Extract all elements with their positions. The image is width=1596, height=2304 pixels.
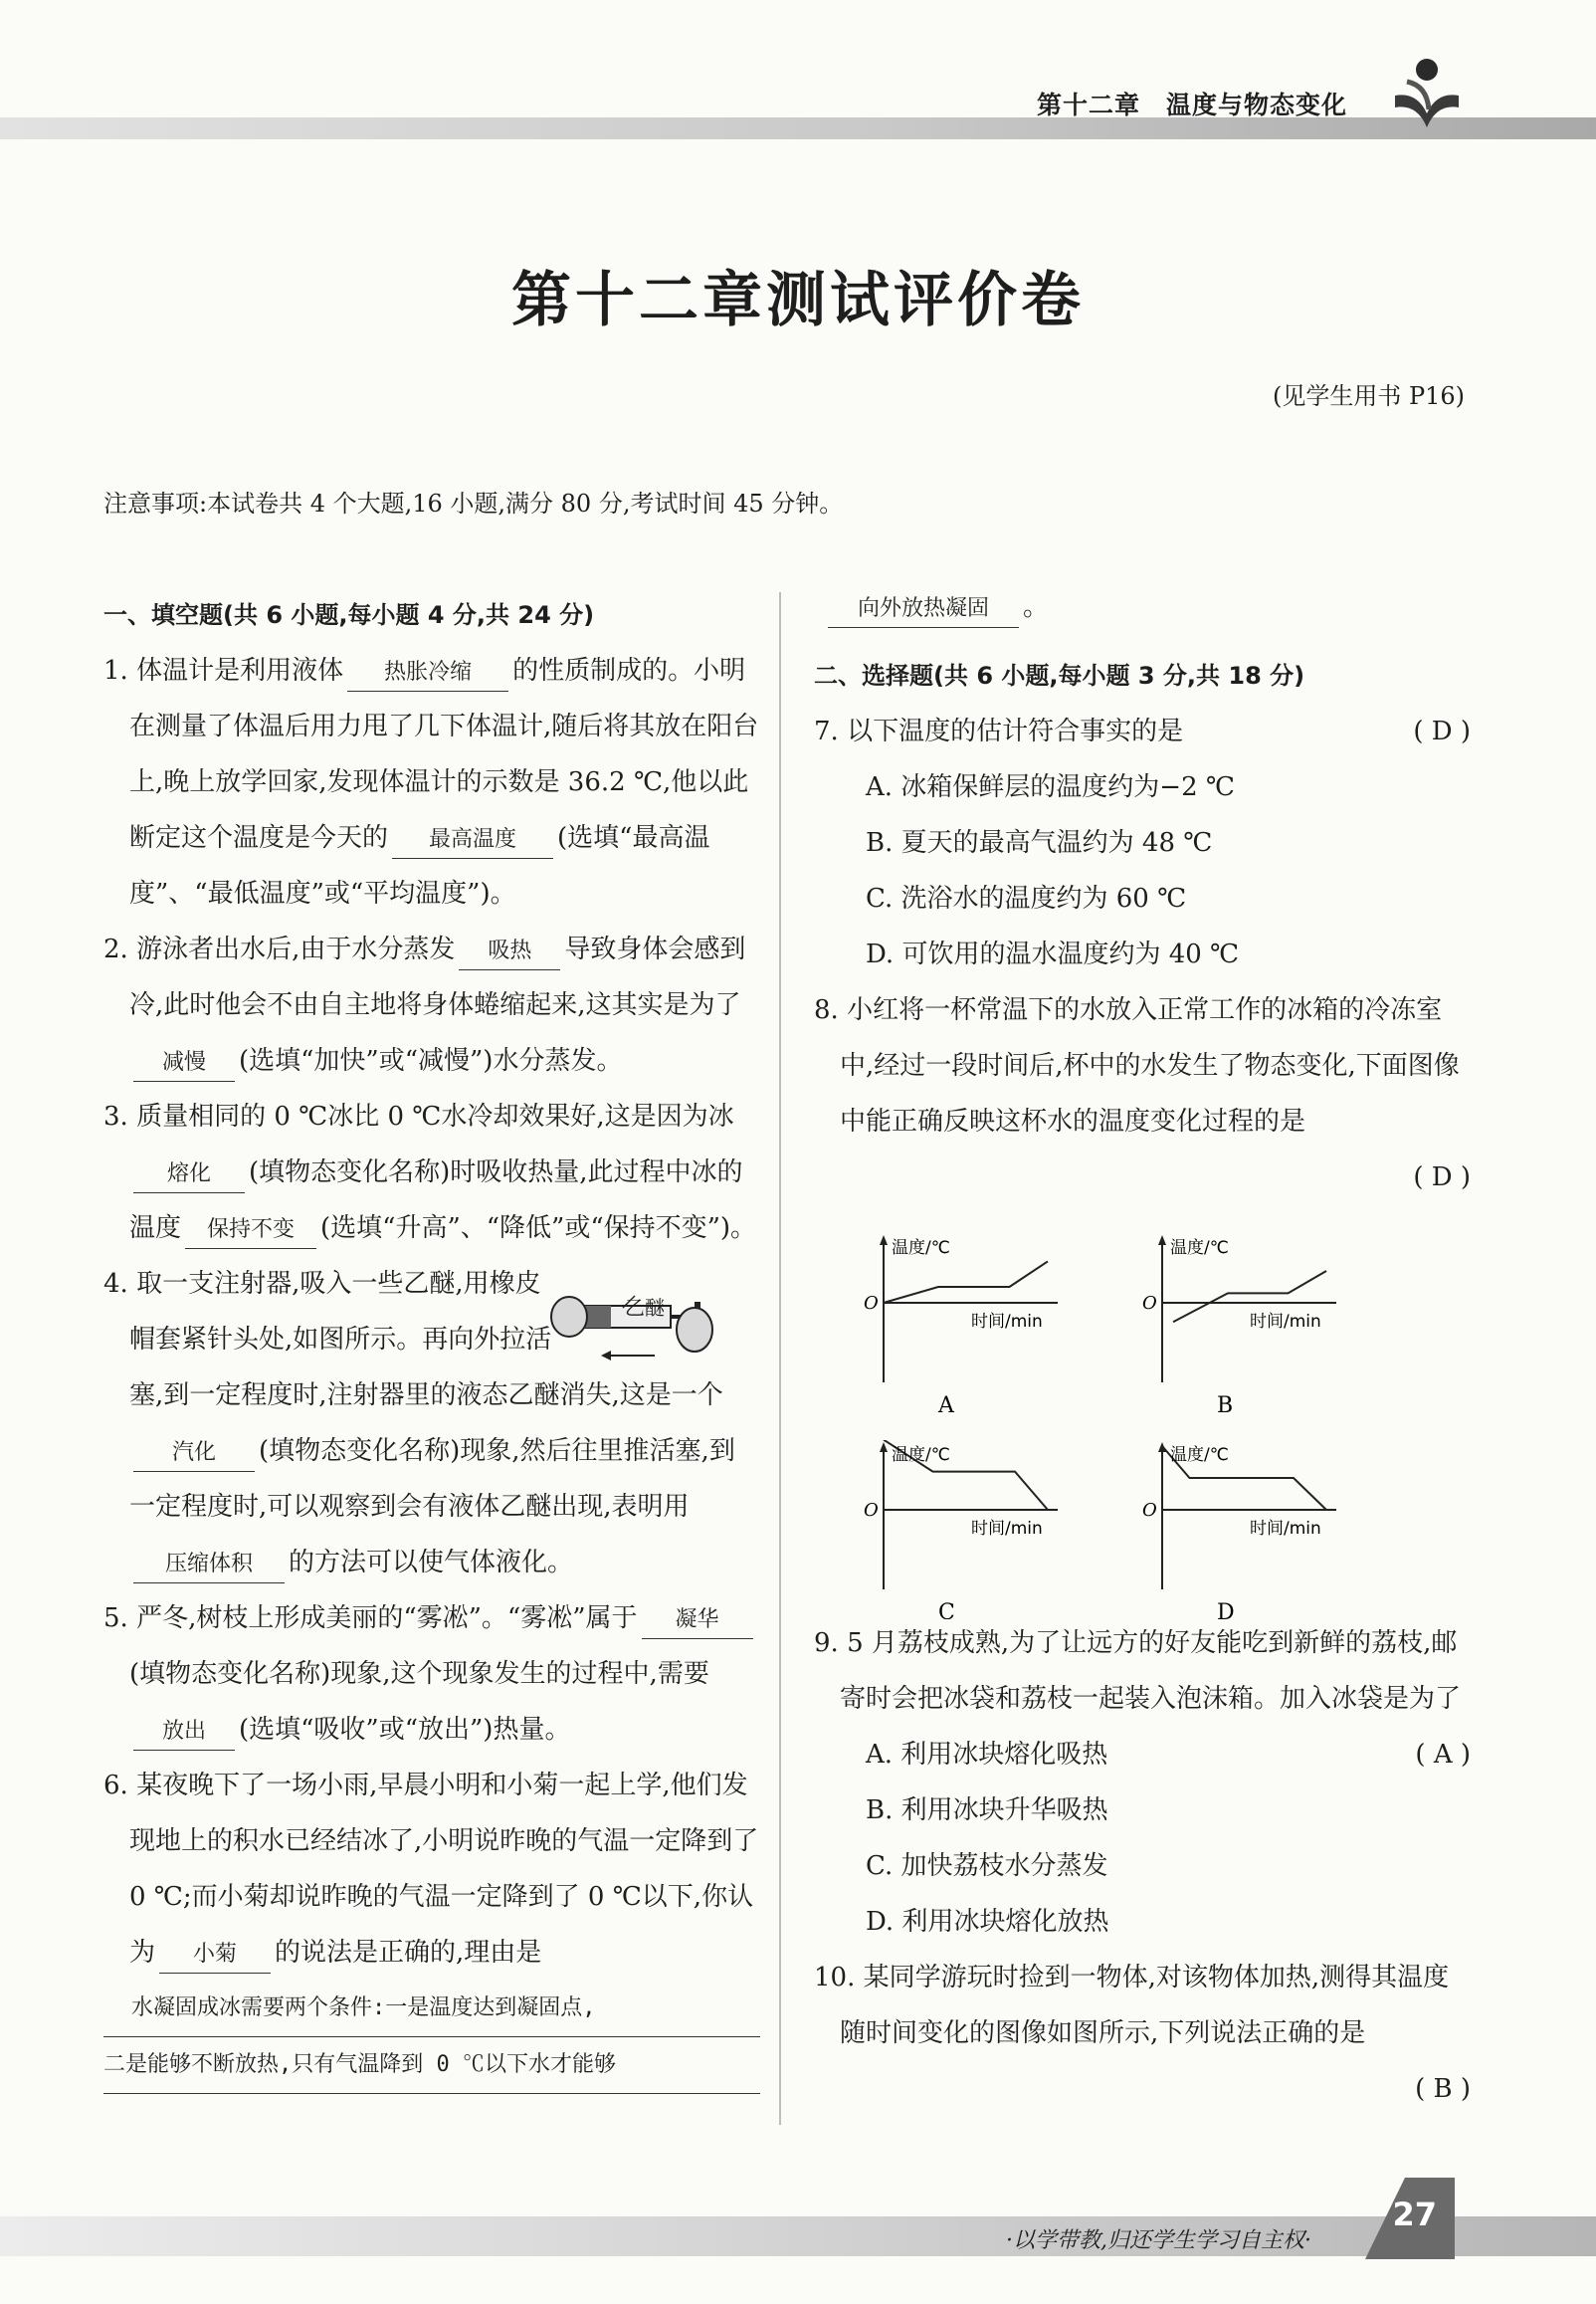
y-axis-label: 温度/℃ (892, 1238, 950, 1258)
q4-figure-label: 乙醚 (625, 1296, 665, 1320)
chart-letter-label: D (1217, 1600, 1235, 1619)
question-5 (103, 1590, 760, 1758)
x-axis-label: 时间/min (971, 1312, 1043, 1332)
q6-text-c: 。 (1023, 592, 1050, 622)
q3-text-b: (填物态变化名称)时吸收热量,此过程中冰的温度 (129, 1157, 743, 1243)
exam-notice: 注意事项:本试卷共 4 个大题,16 小题,满分 80 分,考试时间 45 分钟。 (103, 490, 844, 518)
q1-answer-1: 热胀冷缩 (347, 655, 508, 692)
q6-answer-2-line3: 向外放热凝固 (828, 591, 1019, 628)
chart-svg-C (864, 1440, 1102, 1619)
q5-text-c: (选填“吸收”或“放出”)热量。 (239, 1715, 571, 1745)
q1-text-c: (选填“最高温度”、“最低温度”或“平均温度”)。 (129, 823, 710, 909)
book-logo-icon (1387, 52, 1467, 141)
chart-b (1142, 1233, 1381, 1412)
q9-option-d: D. 利用冰块熔化放热 (866, 1907, 1109, 1937)
q7-option-a: A. 冰箱保鲜层的温度约为−2 ℃ (866, 772, 1235, 802)
q9-option-a: A. 利用冰块熔化吸热 (866, 1740, 1108, 1770)
chart-a (864, 1233, 1102, 1412)
y-axis-label: 温度/℃ (1170, 1238, 1229, 1258)
q3-text-a: 3. 质量相同的 0 ℃冰比 0 ℃水冷却效果好,这是因为冰 (103, 1102, 734, 1132)
x-axis-label: 时间/min (1250, 1312, 1321, 1332)
header-chapter: 第十二章 (1036, 91, 1140, 119)
q5-answer-2: 放出 (133, 1714, 235, 1751)
q7-option-c: C. 洗浴水的温度约为 60 ℃ (866, 884, 1187, 914)
q8-charts (814, 1213, 1471, 1619)
q2-answer-1: 吸热 (459, 934, 560, 970)
question-10 (814, 1950, 1471, 2061)
q9-option-b: B. 利用冰块升华吸热 (866, 1795, 1108, 1825)
q5-text-a: 5. 严冬,树枝上形成美丽的“雾凇”。“雾凇”属于 (103, 1603, 638, 1633)
q2-answer-2: 减慢 (133, 1045, 235, 1082)
chart-letter-label: A (938, 1393, 954, 1412)
origin-label: O (1142, 1500, 1157, 1521)
q4-answer-2: 压缩体积 (133, 1547, 285, 1583)
page-title: 第十二章测试评价卷 (511, 266, 1085, 335)
q8-answer: ( D ) (1413, 1162, 1471, 1192)
q9-stem: 9. 5 月荔枝成熟,为了让远方的好友能吃到新鲜的荔枝,邮寄时会把冰袋和荔枝一起装入泡沫箱。加入冰袋是为了 (814, 1628, 1462, 1714)
header-topic: 温度与物态变化 (1165, 91, 1347, 119)
q4-answer-1: 汽化 (133, 1435, 255, 1472)
q7-option-b: B. 夏天的最高气温约为 48 ℃ (866, 828, 1213, 858)
q10-answer: ( B ) (1415, 2074, 1471, 2104)
q1-text-b: 的性质制成的。小明在测量了体温后用力甩了几下体温计,随后将其放在阳台上,晚上放学回家,发现体温计的示数是 36.2 ℃,他以此断定这个温度是今天的 (129, 656, 759, 853)
q9-option-c: C. 加快荔枝水分蒸发 (866, 1851, 1108, 1881)
q3-answer-2: 保持不变 (185, 1212, 316, 1249)
q2-text-c: (选填“加快”或“减慢”)水分蒸发。 (239, 1046, 623, 1076)
q9-answer: ( A ) (1415, 1740, 1471, 1770)
q5-text-b: (填物态变化名称)现象,这个现象发生的过程中,需要 (129, 1659, 709, 1689)
origin-label: O (864, 1293, 879, 1314)
q2-text-b: 导致身体会感到冷,此时他会不由自主地将身体蜷缩起来,这其实是为了 (129, 935, 746, 1020)
q1-answer-2: 最高温度 (392, 822, 553, 859)
right-column (814, 587, 1471, 2117)
header-title (1037, 86, 1347, 121)
origin-label: O (1142, 1293, 1157, 1314)
q3-text-c: (选填“升高”、“降低”或“保持不变”)。 (320, 1213, 757, 1243)
y-axis-label: 温度/℃ (1170, 1445, 1229, 1465)
section-1-title: 一、填空题(共 6 小题,每小题 4 分,共 24 分) (103, 601, 595, 629)
y-axis-arrow (1158, 1235, 1166, 1245)
chart-c (864, 1440, 1102, 1619)
chart-letter-label: C (938, 1600, 955, 1619)
chart-letter-label: B (1217, 1393, 1234, 1412)
q6-answer-2-line3-row (814, 591, 1471, 628)
question-7 (814, 704, 1471, 759)
q6-text-b: 的说法是正确的,理由是 (275, 1938, 542, 1968)
q7-answer: ( D ) (1413, 717, 1471, 746)
chart-svg-D (1142, 1440, 1381, 1619)
header-bar (0, 117, 1596, 139)
q4-text-b: (填物态变化名称)现象,然后往里推活塞,到一定程度时,可以观察到会有液体乙醚出现,表明用 (129, 1436, 735, 1522)
q5-answer-1: 凝华 (642, 1602, 753, 1639)
question-3 (103, 1089, 760, 1256)
page-number: 27 (1392, 2196, 1437, 2233)
x-axis-label: 时间/min (971, 1519, 1043, 1539)
x-axis-label: 时间/min (1250, 1519, 1321, 1539)
footer-slogan: ·以学带教,归还学生学习自主权· (1006, 2228, 1311, 2253)
question-2 (103, 922, 760, 1089)
chart-d (1142, 1440, 1381, 1619)
question-8 (814, 982, 1471, 1150)
question-6 (103, 1758, 760, 1981)
question-1 (103, 643, 760, 922)
q6-text-a: 6. 某夜晚下了一场小雨,早晨小明和小菊一起上学,他们发现地上的积水已经结冰了,小明说昨晚的气温一定降到了 0 ℃;而小菊却说昨晚的气温一定降到了 0 ℃以下,你认为 (103, 1771, 759, 1968)
q8-stem: 8. 小红将一杯常温下的水放入正常工作的冰箱的冷冻室中,经过一段时间后,杯中的水发生了物态变化,下面图像中能正确反映这杯水的温度变化过程的是 (814, 995, 1460, 1137)
temperature-line (884, 1261, 1048, 1303)
q3-answer-1: 熔化 (133, 1156, 245, 1193)
origin-label: O (864, 1500, 879, 1521)
q8-answer-row (814, 1150, 1471, 1205)
chart-svg-B (1142, 1233, 1381, 1412)
y-axis-label: 温度/℃ (892, 1445, 950, 1465)
column-divider (779, 592, 781, 2125)
q6-answer-2-line1: 水凝固成冰需要两个条件:一是温度达到凝固点, (103, 1981, 760, 2037)
q6-answer-1: 小菊 (159, 1937, 271, 1974)
q2-text-a: 2. 游泳者出水后,由于水分蒸发 (103, 935, 456, 964)
q4-text-a: 4. 取一支注射器,吸入一些乙醚,用橡皮帽套紧针头处,如图所示。再向外拉活塞,到一定程度时,注射器里的液态乙醚消失,这是一个 (103, 1269, 723, 1410)
chart-svg-A (864, 1233, 1102, 1412)
y-axis-arrow (880, 1235, 888, 1245)
section-2-title: 二、选择题(共 6 小题,每小题 3 分,共 18 分) (814, 662, 1305, 690)
y-axis-arrow (880, 1442, 888, 1452)
q7-option-d: D. 可饮用的温水温度约为 40 ℃ (866, 940, 1240, 969)
q10-stem: 10. 某同学游玩时捡到一物体,对该物体加热,测得其温度随时间变化的图像如图所示,下列说法正确的是 (814, 1963, 1450, 2048)
reference-note: (见学生用书 P16) (1272, 382, 1465, 410)
q4-text-c: 的方法可以使气体液化。 (289, 1548, 574, 1577)
footer-bar (0, 2216, 1596, 2256)
q6-answer-2-line2: 二是能够不断放热,只有气温降到 0 ℃以下水才能够 (103, 2037, 760, 2094)
q7-stem: 7. 以下温度的估计符合事实的是 (814, 717, 1184, 746)
q1-text-a: 1. 体温计是利用液体 (103, 656, 344, 686)
q10-answer-row (814, 2061, 1471, 2117)
